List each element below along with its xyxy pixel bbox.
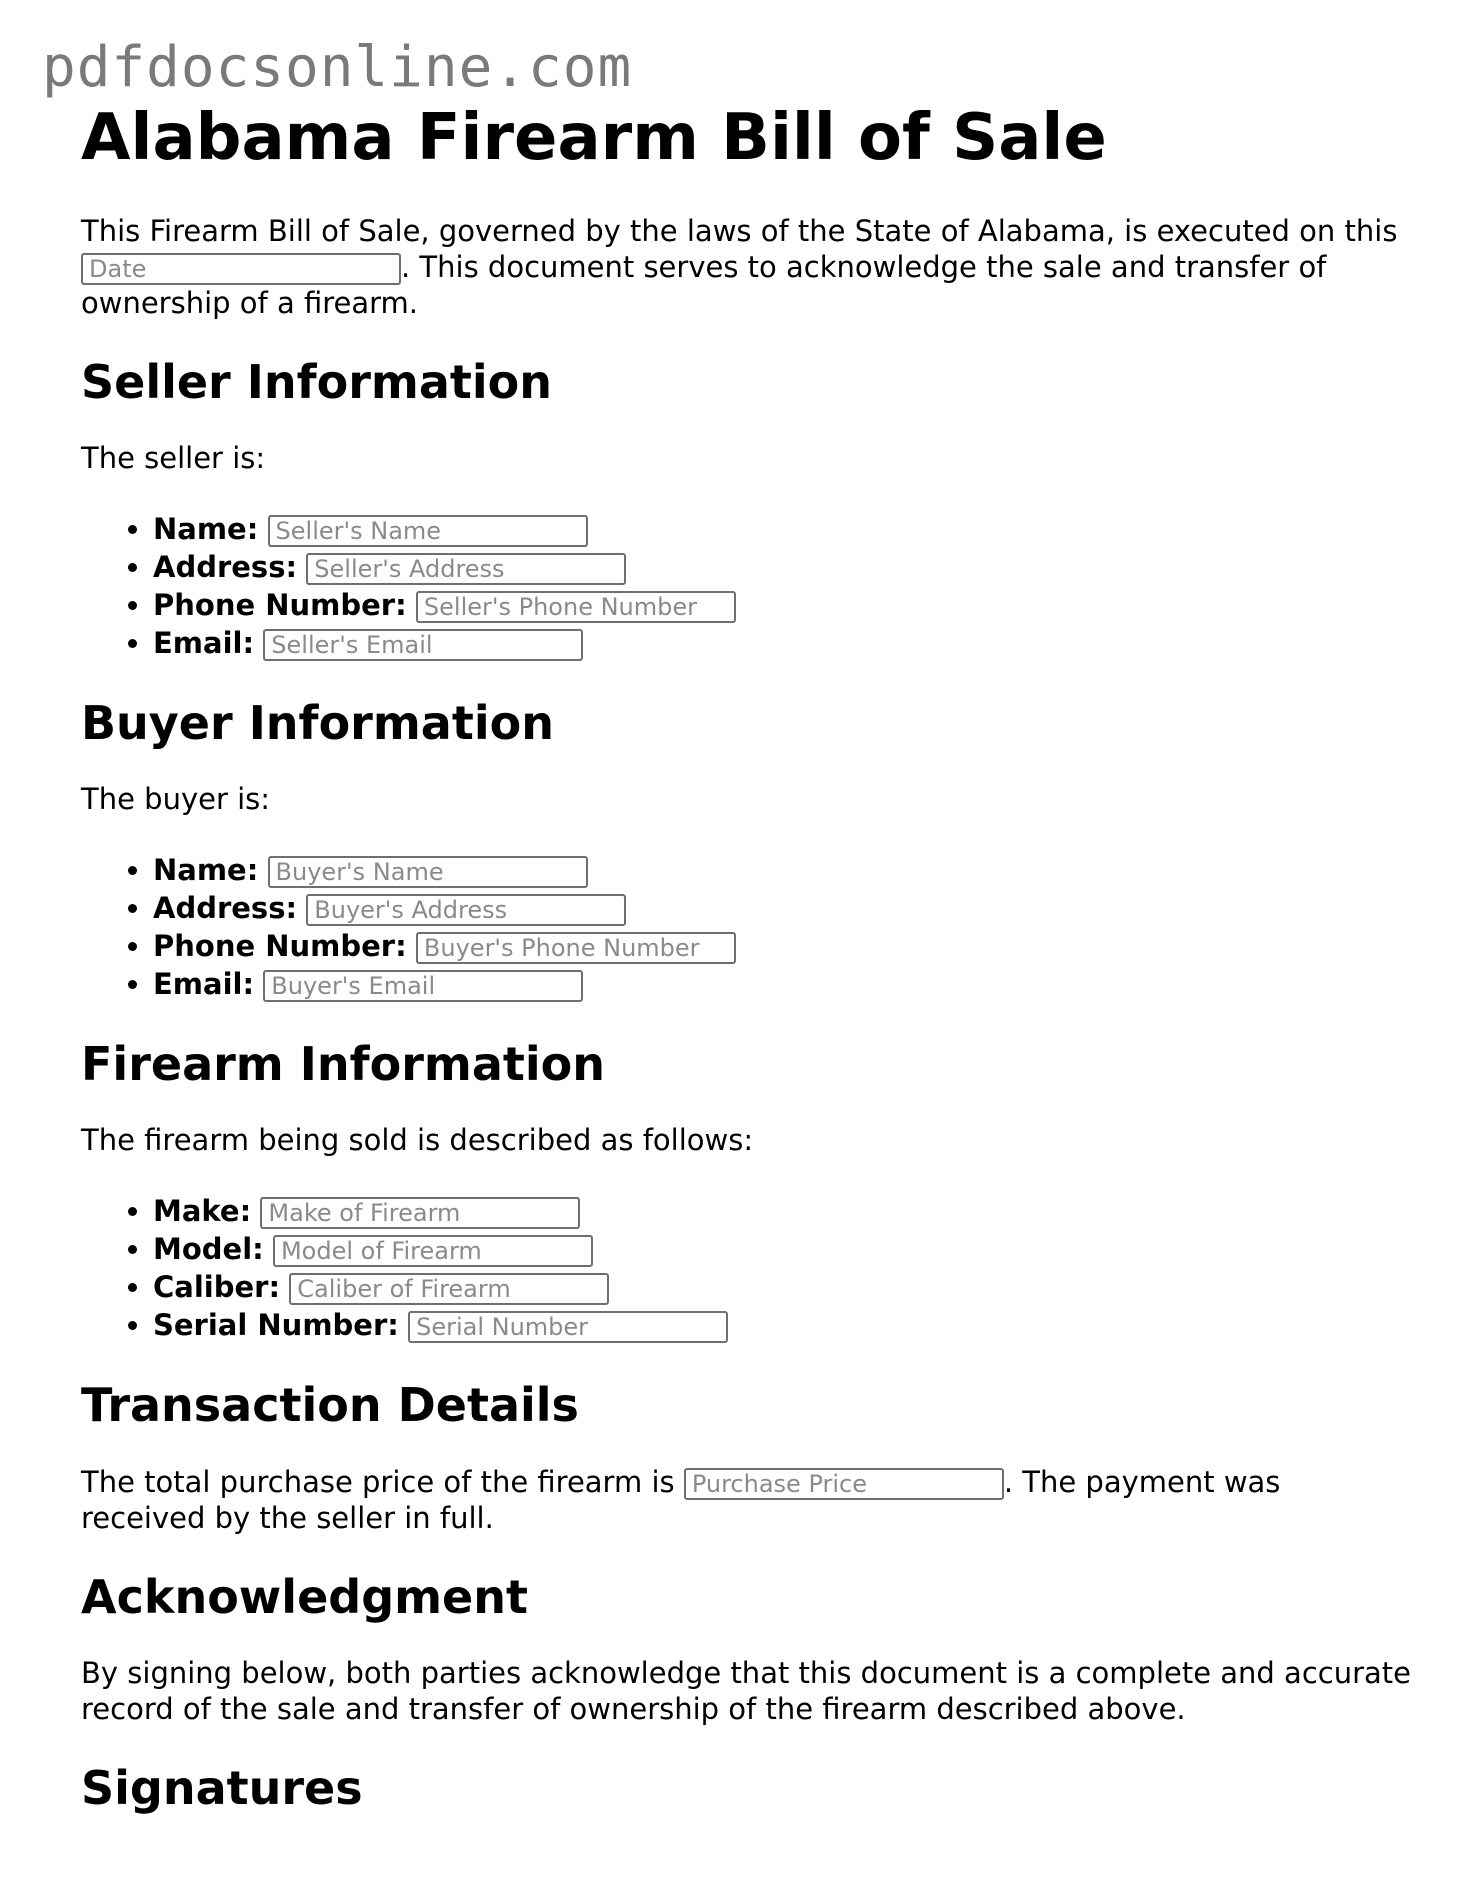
- seller-fields-list: [81, 510, 1411, 662]
- firearm-lead: The firearm being sold is described as follows:: [81, 1123, 754, 1158]
- firearm-serial-label: Serial Number:: [153, 1308, 399, 1343]
- buyer-address-label: Address:: [153, 891, 298, 926]
- firearm-serial-input[interactable]: [408, 1311, 728, 1343]
- firearm-model-input[interactable]: [273, 1235, 593, 1267]
- firearm-make-input[interactable]: [260, 1197, 580, 1229]
- seller-phone-label: Phone Number:: [153, 587, 407, 622]
- seller-email-label: Email:: [153, 625, 255, 660]
- list-item: [153, 548, 1411, 586]
- date-input[interactable]: [81, 253, 401, 285]
- list-item: [153, 510, 1411, 548]
- seller-name-label: Name:: [153, 511, 259, 546]
- buyer-email-input[interactable]: [263, 970, 583, 1002]
- seller-address-input[interactable]: [306, 553, 626, 585]
- signatures-heading: Signatures: [81, 1760, 363, 1815]
- transaction-paragraph: [81, 1464, 1411, 1536]
- intro-paragraph: [81, 213, 1411, 321]
- seller-address-label: Address:: [153, 549, 298, 584]
- watermark: pdfdocsonline.com: [42, 35, 633, 100]
- list-item: [153, 927, 1411, 965]
- firearm-heading: Firearm Information: [81, 1037, 605, 1092]
- list-item: [153, 889, 1411, 927]
- list-item: [153, 965, 1411, 1003]
- firearm-make-label: Make:: [153, 1194, 252, 1229]
- list-item: [153, 1230, 1411, 1268]
- intro-text-before: This Firearm Bill of Sale, governed by the laws of the State of Alabama, is executed on this: [81, 213, 1398, 248]
- transaction-text-before: The total purchase price of the firearm is: [81, 1464, 675, 1499]
- buyer-phone-label: Phone Number:: [153, 929, 407, 964]
- seller-lead: The seller is:: [81, 440, 266, 475]
- transaction-text-after: . The payment was received by the seller in full.: [81, 1464, 1281, 1535]
- seller-phone-input[interactable]: [416, 591, 736, 623]
- list-item: [153, 586, 1411, 624]
- seller-email-input[interactable]: [263, 629, 583, 661]
- acknowledgment-heading: Acknowledgment: [81, 1569, 528, 1624]
- firearm-caliber-input[interactable]: [289, 1273, 609, 1305]
- buyer-address-input[interactable]: [306, 894, 626, 926]
- buyer-heading: Buyer Information: [81, 695, 554, 750]
- buyer-phone-input[interactable]: [416, 932, 736, 964]
- intro-text-after: . This document serves to acknowledge the sale and transfer of ownership of a firearm.: [81, 249, 1327, 320]
- purchase-price-input[interactable]: [684, 1468, 1004, 1500]
- list-item: [153, 1306, 1411, 1344]
- seller-name-input[interactable]: [268, 515, 588, 547]
- transaction-heading: Transaction Details: [81, 1378, 579, 1433]
- buyer-lead: The buyer is:: [81, 782, 271, 817]
- list-item: [153, 1268, 1411, 1306]
- seller-heading: Seller Information: [81, 354, 553, 409]
- list-item: [153, 1192, 1411, 1230]
- buyer-name-label: Name:: [153, 853, 259, 888]
- acknowledgment-text: By signing below, both parties acknowledge that this document is a complete and accurate record of the sale and transfer of ownership of the firearm described above.: [81, 1655, 1411, 1726]
- firearm-caliber-label: Caliber:: [153, 1270, 281, 1305]
- firearm-model-label: Model:: [153, 1232, 264, 1267]
- list-item: [153, 624, 1411, 662]
- buyer-email-label: Email:: [153, 967, 255, 1002]
- list-item: [153, 851, 1411, 889]
- document-body: [81, 100, 1411, 1846]
- buyer-fields-list: [81, 851, 1411, 1003]
- buyer-name-input[interactable]: [268, 856, 588, 888]
- firearm-fields-list: [81, 1192, 1411, 1344]
- document-title: Alabama Firearm Bill of Sale: [81, 101, 1107, 175]
